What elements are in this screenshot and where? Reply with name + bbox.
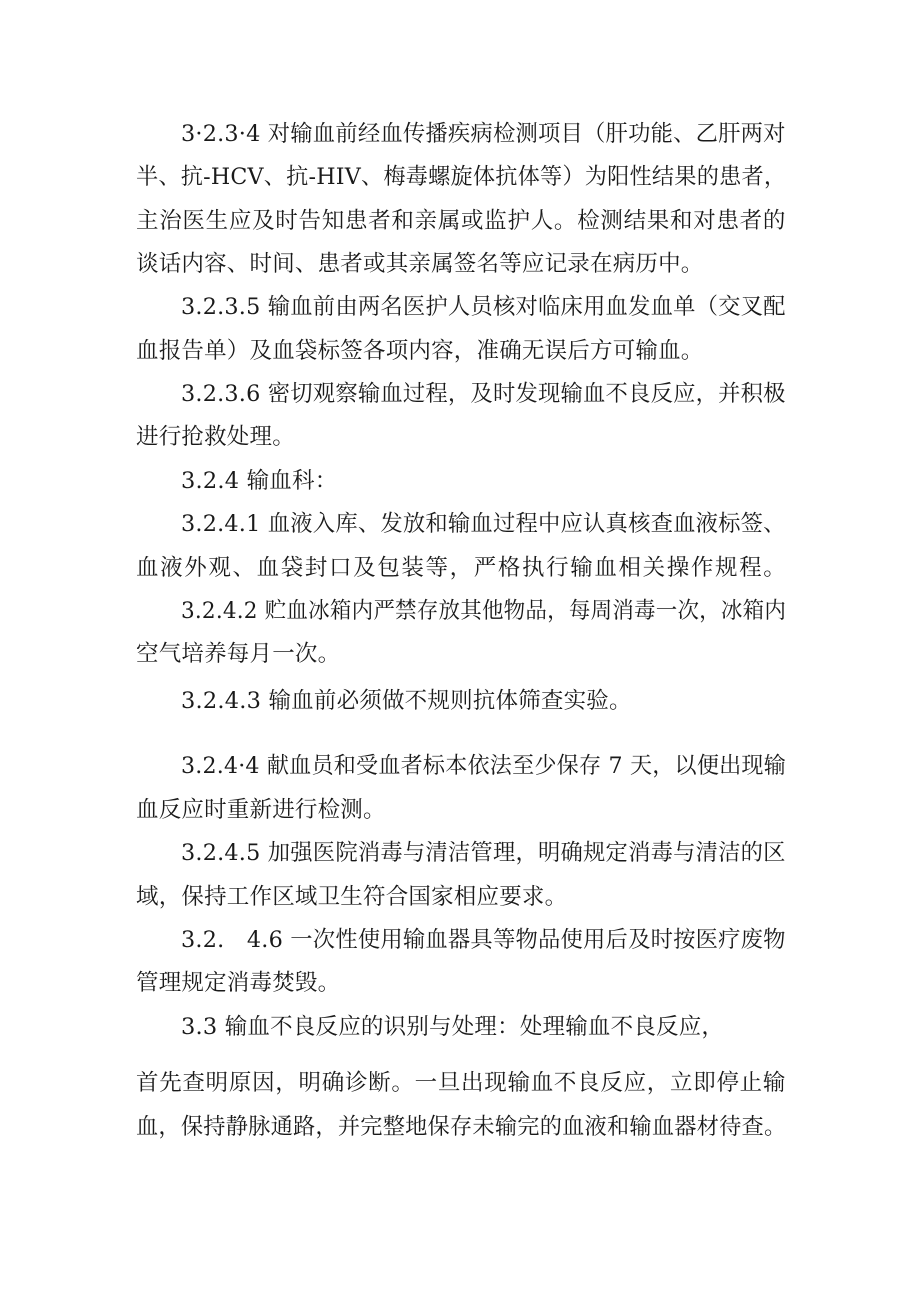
paragraph-3-2-4-6-line-2: 管理规定消毒焚毁。: [136, 970, 341, 996]
paragraph-3-2-3-5-line-1: 3.2.3.5 输血前由两名医护人员核对临床用血发血单（交叉配: [181, 294, 786, 320]
section-heading-3-2-4: 3.2.4 输血科：: [181, 468, 338, 494]
paragraph-3-2-4-5-line-1: 3.2.4.5 加强医院消毒与清洁管理，明确规定消毒与清洁的区: [181, 840, 786, 866]
paragraph-3-2-4-1-line-1: 3.2.4.1 血液入库、发放和输血过程中应认真核查血液标签、: [181, 511, 786, 537]
paragraph-3-2-3-5-line-2: 血报告单）及血袋标签各项内容，准确无误后方可输血。: [136, 338, 704, 364]
paragraph-3-2-4-4-line-1: 3.2.4·4 献血员和受血者标本依法至少保存 7 天，以便出现输: [181, 753, 787, 779]
paragraph-3-2-3-6-line-2: 进行抢救处理。: [136, 424, 295, 450]
paragraph-3-2-3-6-line-1: 3.2.3.6 密切观察输血过程，及时发现输血不良反应，并积极: [181, 381, 786, 407]
paragraph-3-2-4-1-line-2: 血液外观、血袋封口及包装等，严格执行输血相关操作规程。: [136, 555, 788, 581]
paragraph-3-3-line-2: 首先查明原因，明确诊断。一旦出现输血不良反应，立即停止输: [136, 1070, 787, 1096]
paragraph-3-2-3-4-line-1: 3·2.3·4 对输血前经血传播疾病检测项目（肝功能、乙肝两对: [181, 121, 786, 147]
paragraph-3-2-3-4-line-2: 半、抗-HCV、抗-HIV、梅毒螺旋体抗体等）为阳性结果的患者，: [136, 164, 787, 190]
paragraph-3-2-4-5-line-2: 域，保持工作区域卫生符合国家相应要求。: [136, 884, 568, 910]
paragraph-3-2-4-4-line-2: 血反应时重新进行检测。: [136, 797, 386, 823]
paragraph-3-2-4-2-line-1: 3.2.4.2 贮血冰箱内严禁存放其他物品，每周消毒一次，冰箱内: [181, 598, 787, 624]
paragraph-3-2-3-4-line-3: 主治医生应及时告知患者和亲属或监护人。检测结果和对患者的: [136, 208, 787, 234]
paragraph-3-2-4-3: 3.2.4.3 输血前必须做不规则抗体筛查实验。: [181, 688, 632, 714]
paragraph-3-3-line-3: 血，保持静脉通路，并完整地保存未输完的血液和输血器材待查。: [136, 1114, 787, 1140]
section-heading-3-3: 3.3 输血不良反应的识别与处理：处理输血不良反应，: [181, 1014, 725, 1040]
paragraph-3-2-3-4-line-4: 谈话内容、时间、患者或其亲属签名等应记录在病历中。: [136, 251, 704, 277]
paragraph-3-2-4-2-line-2: 空气培养每月一次。: [136, 641, 341, 667]
paragraph-3-2-4-6-line-1: 3.2. 4.6 一次性使用输血器具等物品使用后及时按医疗废物: [181, 927, 786, 953]
